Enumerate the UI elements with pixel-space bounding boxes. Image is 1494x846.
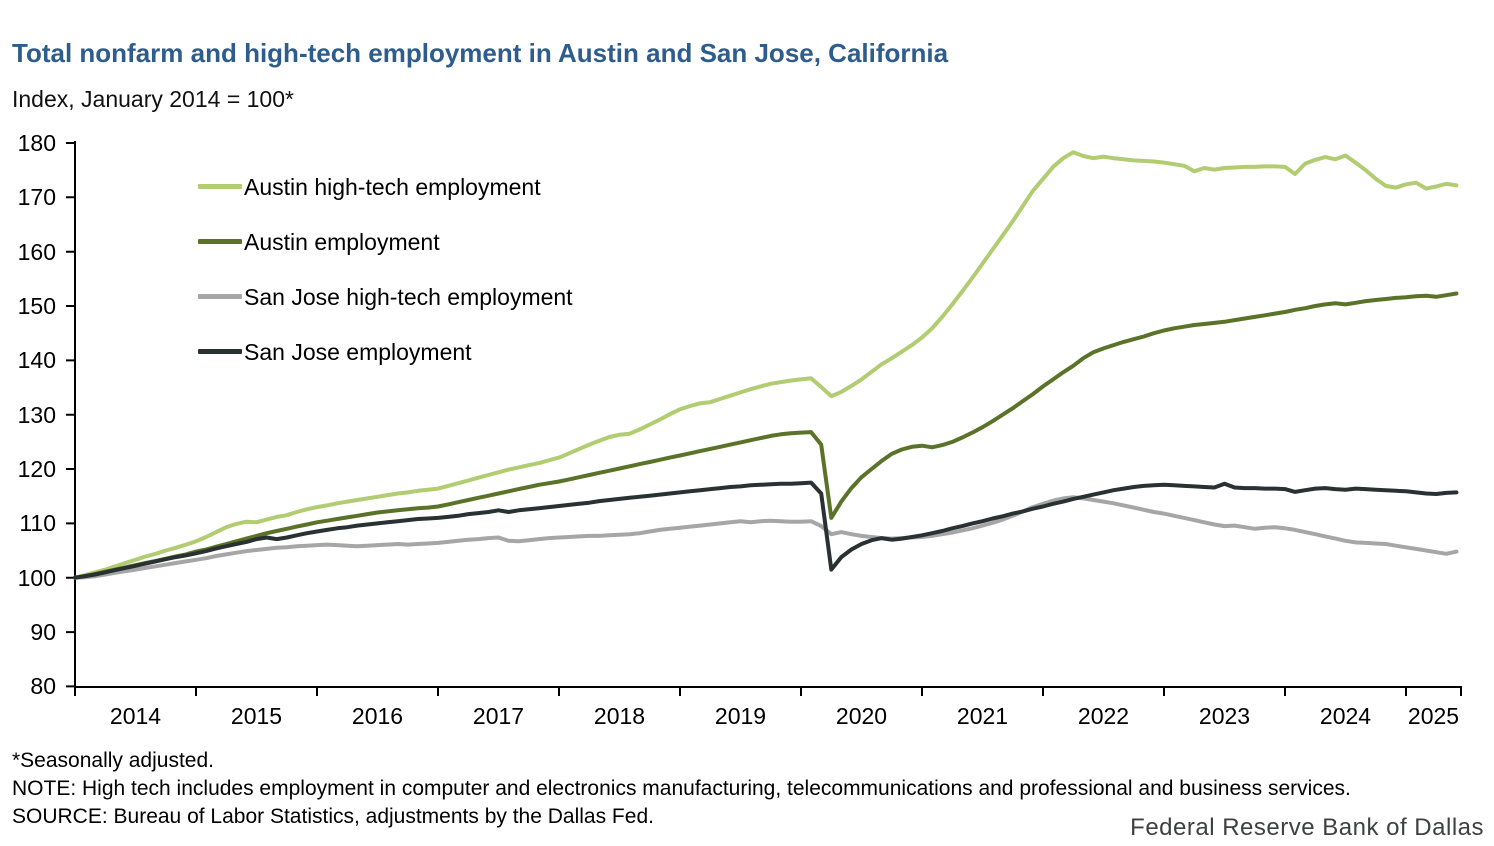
x-axis-label-2022: 2022 [1077,703,1130,729]
legend-swatch-austin-high-tech-icon [198,184,242,189]
y-axis-label-130: 130 [17,402,56,428]
legend-swatch-austin-employment-icon [198,239,242,244]
legend-label-san-jose-employment: San Jose employment [244,339,472,365]
y-axis-label-120: 120 [17,456,56,482]
x-axis-label-2020: 2020 [835,703,888,729]
legend-swatch-san-jose-high-tech-icon [198,294,242,299]
x-axis-label-2014: 2014 [109,703,162,729]
y-axis-label-90: 90 [30,619,56,645]
x-axis-label-2019: 2019 [714,703,767,729]
y-axis-label-150: 150 [17,293,56,319]
y-axis-label-160: 160 [17,239,56,265]
x-axis-label-2017: 2017 [472,703,525,729]
x-axis-label-2025: 2025 [1407,703,1460,729]
y-axis-label-80: 80 [30,673,56,699]
x-axis-label-2015: 2015 [230,703,283,729]
dallas-fed-wordmark: Federal Reserve Bank of Dallas [1130,814,1484,841]
x-axis-label-2021: 2021 [956,703,1009,729]
y-axis-ticks [66,143,75,686]
page-subtitle: Index, January 2014 = 100* [12,86,294,112]
series-line-austin-employment [75,294,1456,578]
x-axis-label-2024: 2024 [1319,703,1372,729]
page-title: Total nonfarm and high-tech employment in Austin and San Jose, California [12,38,949,68]
x-axis-label-2023: 2023 [1198,703,1251,729]
footnote-note: NOTE: High tech includes employment in computer and electronics manufacturing, telecommunications and professional and business services. [12,777,1351,800]
footnote-seasonally-adjusted: *Seasonally adjusted. [12,749,214,772]
y-axis-label-140: 140 [17,347,56,373]
x-axis-label-2018: 2018 [593,703,646,729]
y-axis-label-100: 100 [17,565,56,591]
x-axis-label-2016: 2016 [351,703,404,729]
legend-swatch-san-jose-employment-icon [198,349,242,354]
y-axis-label-170: 170 [17,184,56,210]
legend-label-austin-employment: Austin employment [244,229,440,255]
y-axis-label-180: 180 [17,130,56,156]
y-axis-label-110: 110 [19,510,56,536]
footnote-source: SOURCE: Bureau of Labor Statistics, adjustments by the Dallas Fed. [12,805,654,828]
x-axis-ticks [75,687,1461,696]
legend-label-austin-high-tech: Austin high-tech employment [244,174,541,200]
legend-label-san-jose-high-tech: San Jose high-tech employment [244,284,573,310]
